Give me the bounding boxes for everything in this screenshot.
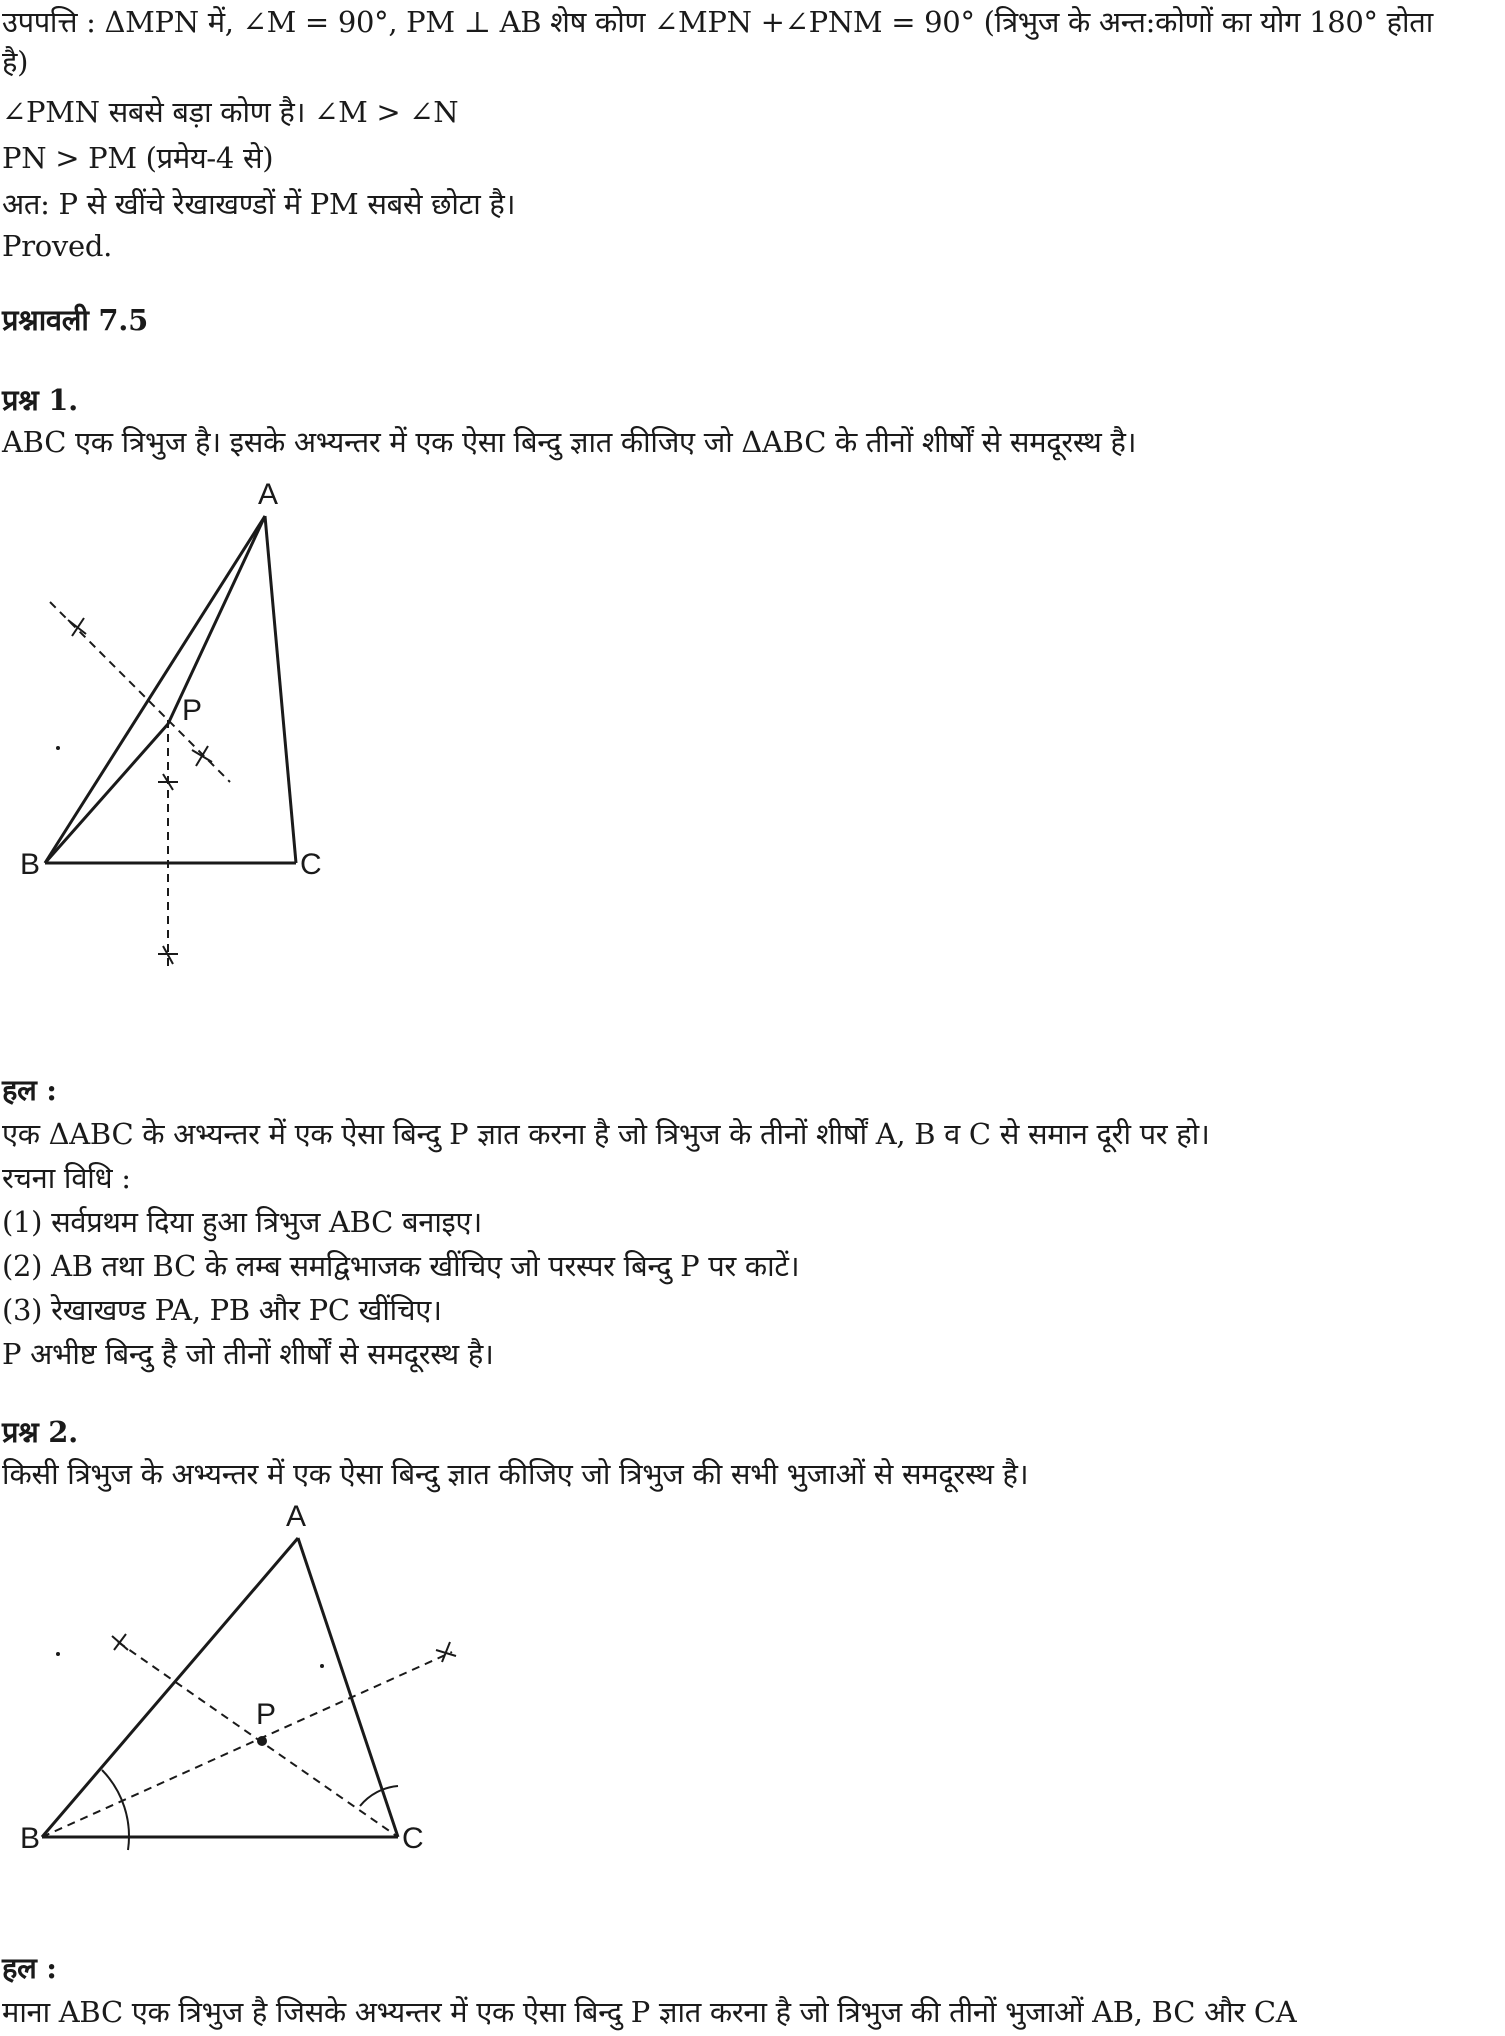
q2-mark-2 xyxy=(436,1642,456,1662)
q1-label-b: B xyxy=(20,848,41,881)
q2-label-c: C xyxy=(402,1822,424,1855)
q1-mark-2 xyxy=(192,746,212,766)
q1-segment-pb xyxy=(45,724,168,863)
q2-figure xyxy=(0,1500,480,1880)
q1-text: ABC एक त्रिभुज है। इसके अभ्यन्तर में एक ऐसा बिन्दु ज्ञात कीजिए जो ΔABC के तीनों शीर्षों से समदूरस्थ है। xyxy=(2,425,1137,459)
proof-line-2: है) xyxy=(2,45,29,79)
q2-side-ab xyxy=(42,1538,298,1837)
proof-line-5: अत: P से खींचे रेखाखण्डों में PM सबसे छोटा है। xyxy=(2,187,516,221)
q2-triangle xyxy=(42,1538,398,1837)
q1-label-a: A xyxy=(258,478,279,511)
q2-solution-line-1: माना ABC एक त्रिभुज है जिसके अभ्यन्तर में एक ऐसा बिन्दु P ज्ञात करना है जो त्रिभुज की तीनों भुजाओं AB, BC और CA xyxy=(2,1995,1297,2029)
q1-mark-1 xyxy=(68,618,86,636)
proof-line-3: ∠PMN सबसे बड़ा कोण है। ∠M > ∠N xyxy=(2,95,459,129)
q1-heading: प्रश्न 1. xyxy=(2,383,78,417)
q2-stray-dot-2 xyxy=(320,1664,324,1668)
q2-arc-marks xyxy=(112,1634,456,1662)
q1-construction-heading: रचना विधि : xyxy=(2,1161,131,1195)
q2-text: किसी त्रिभुज के अभ्यन्तर में एक ऐसा बिन्दु ज्ञात कीजिए जो त्रिभुज की सभी भुजाओं से समदूरस्थ है। xyxy=(2,1457,1029,1491)
proof-line-6: Proved. xyxy=(2,229,113,263)
q1-solution-line-1: एक ΔABC के अभ्यन्तर में एक ऐसा बिन्दु P ज्ञात करना है जो त्रिभुज के तीनों शीर्षों A, B व C से समान दूरी पर हो। xyxy=(2,1117,1210,1151)
q1-segment-pa xyxy=(168,516,265,724)
q2-label-p: P xyxy=(256,1698,277,1731)
q2-stray-dot-1 xyxy=(56,1652,60,1656)
proof-line-1: उपपत्ति : ΔMPN में, ∠M = 90°, PM ⊥ AB शेष कोण ∠MPN +∠PNM = 90° (त्रिभुज के अन्त:कोणों का योग 180° होता xyxy=(2,5,1433,39)
q1-step-1: (1) सर्वप्रथम दिया हुआ त्रिभुज ABC बनाइए। xyxy=(2,1205,482,1239)
q1-label-c: C xyxy=(300,848,322,881)
q1-stray-dot xyxy=(56,746,60,750)
q2-heading: प्रश्न 2. xyxy=(2,1415,78,1449)
q2-arc-c xyxy=(360,1786,398,1806)
q2-mark-1 xyxy=(112,1634,128,1650)
q2-solution-heading: हल : xyxy=(2,1951,57,1985)
q1-triangle xyxy=(45,516,296,863)
q2-label-b: B xyxy=(20,1822,41,1855)
q1-conclusion: P अभीष्ट बिन्दु है जो तीनों शीर्षों से समदूरस्थ है। xyxy=(2,1337,494,1371)
q2-side-ac xyxy=(298,1538,398,1837)
proof-line-4: PN > PM (प्रमेय-4 से) xyxy=(2,141,274,175)
q1-step-2: (2) AB तथा BC के लम्ब समद्विभाजक खींचिए जो परस्पर बिन्दु P पर काटें। xyxy=(2,1249,800,1283)
q2-point-p xyxy=(257,1736,267,1746)
q1-figure xyxy=(0,470,400,990)
q1-solution-heading: हल : xyxy=(2,1073,57,1107)
q2-label-a: A xyxy=(286,1500,307,1533)
q2-bisector-b xyxy=(42,1652,452,1837)
q1-label-p: P xyxy=(182,694,203,727)
q1-side-ac xyxy=(265,516,296,863)
exercise-title: प्रश्नावली 7.5 xyxy=(2,303,148,337)
q1-side-ab xyxy=(45,516,265,863)
q1-step-3: (3) रेखाखण्ड PA, PB और PC खींचिए। xyxy=(2,1293,442,1327)
